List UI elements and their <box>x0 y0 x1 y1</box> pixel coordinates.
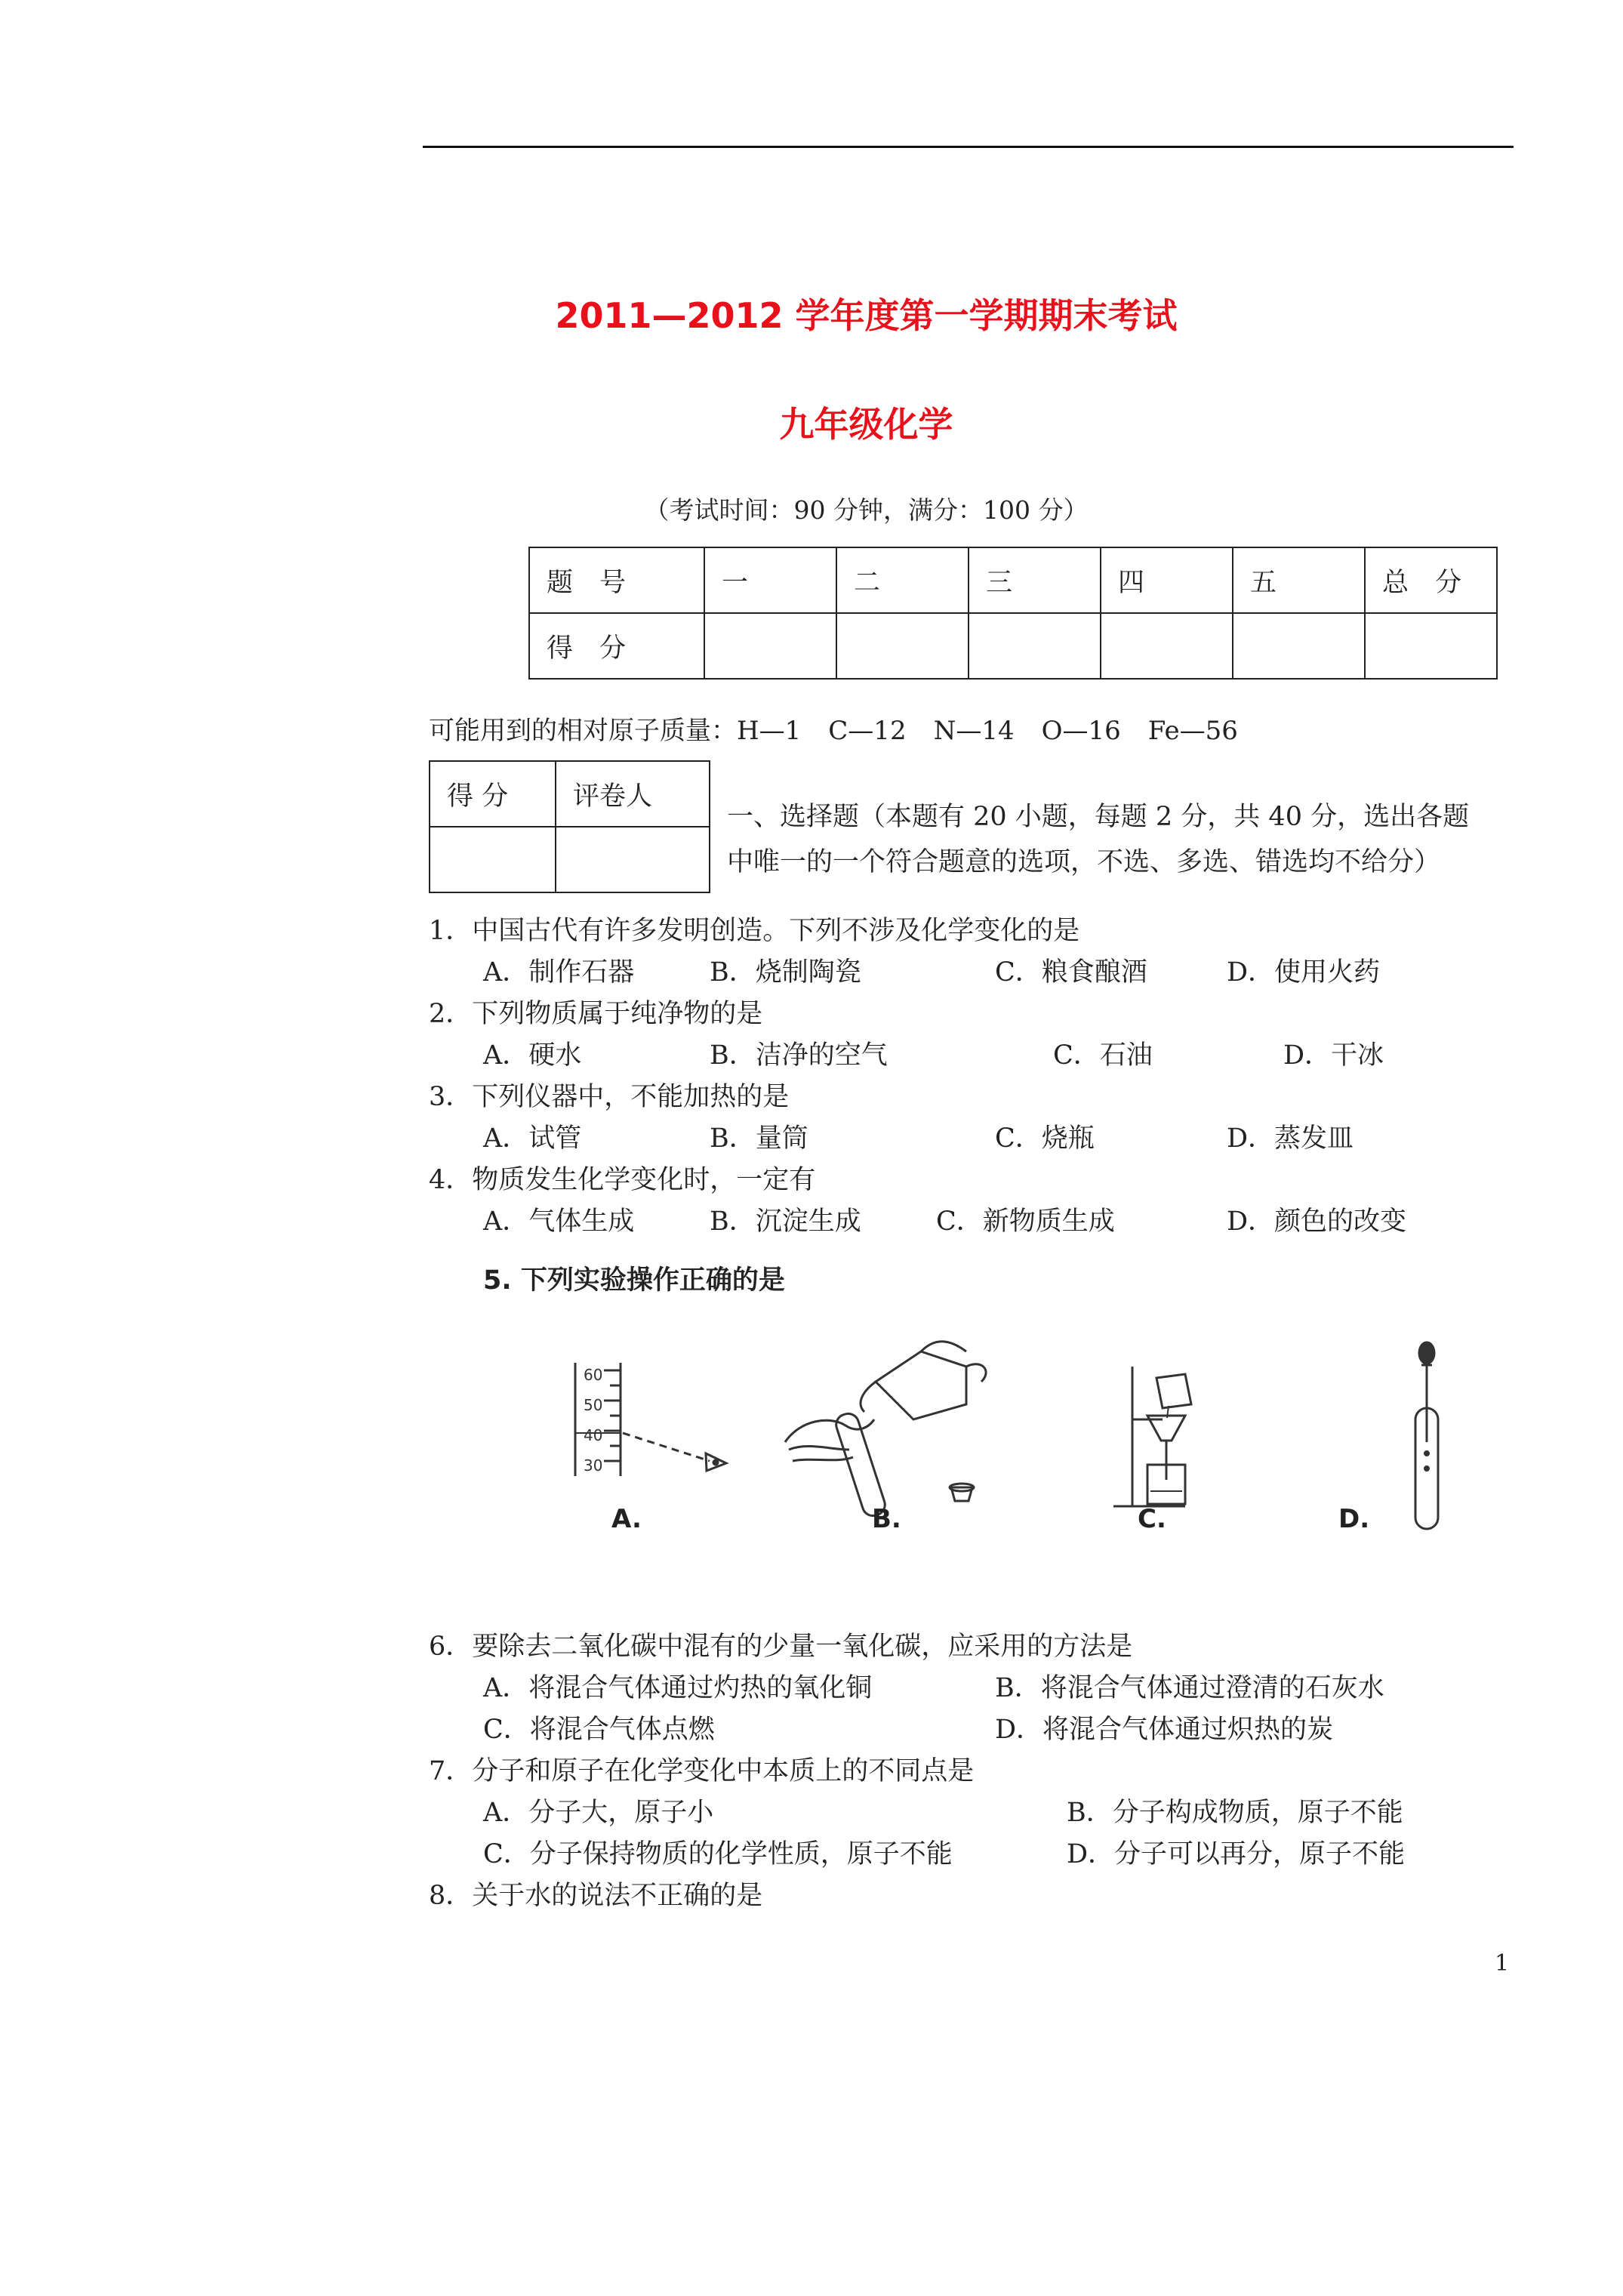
score-table <box>528 547 1498 680</box>
score-entry-cell[interactable] <box>1365 613 1497 679</box>
cylinder-tick-30: 30 <box>584 1456 603 1475</box>
score-table-header-row <box>529 547 1497 613</box>
grader-score-label: 得 分 <box>430 761 556 827</box>
atomic-mass-item: H—1 <box>737 716 802 746</box>
q1-option-a: A．制作石器 <box>483 957 635 988</box>
figure-label-b: B. <box>872 1504 901 1534</box>
exam-info: （考试时间：90 分钟，满分：100 分） <box>644 495 1089 525</box>
q3-option-d: D．蒸发皿 <box>1227 1123 1354 1154</box>
exam-title: 2011—2012 学年度第一学期期末考试 <box>555 295 1178 336</box>
question-2: 2．下列物质属于纯净物的是 <box>429 999 763 1029</box>
score-table-cell: 总 分 <box>1365 547 1497 613</box>
score-table-cell: 四 <box>1101 547 1233 613</box>
q1-option-c: C．粮食酿酒 <box>995 957 1147 988</box>
question-1: 1．中国古代有许多发明创造。下列不涉及化学变化的是 <box>429 916 1080 946</box>
question-5-title: 5. 下列实验操作正确的是 <box>483 1265 785 1296</box>
q3-option-b: B．量筒 <box>710 1123 808 1154</box>
header-rule <box>423 146 1514 148</box>
score-entry-cell[interactable] <box>1233 613 1365 679</box>
score-table-cell: 五 <box>1233 547 1365 613</box>
score-entry-cell[interactable] <box>1101 613 1233 679</box>
figure-label-d: D. <box>1338 1504 1370 1534</box>
grader-score-cell[interactable] <box>430 827 556 892</box>
question-8: 8．关于水的说法不正确的是 <box>429 1881 763 1911</box>
atomic-mass-item: N—14 <box>933 716 1015 746</box>
score-table-score-row <box>529 613 1497 679</box>
q4-option-c: C．新物质生成 <box>936 1207 1115 1237</box>
question-3: 3．下列仪器中，不能加热的是 <box>429 1082 790 1112</box>
q6-option-b: B．将混合气体通过澄清的石灰水 <box>995 1673 1384 1703</box>
score-table-cell: 一 <box>704 547 836 613</box>
score-table-cell: 题 号 <box>529 547 704 613</box>
q6-option-a: A．将混合气体通过灼热的氧化铜 <box>483 1673 873 1703</box>
lab-operations-figure <box>559 1336 1457 1548</box>
atomic-mass-item: O—16 <box>1041 716 1121 746</box>
section1-instructions <box>727 794 1520 885</box>
question-7: 7．分子和原子在化学变化中本质上的不同点是 <box>429 1756 975 1786</box>
q2-option-a: A．硬水 <box>483 1040 582 1071</box>
page-number: 1 <box>1495 1950 1510 1977</box>
score-row-label: 得 分 <box>529 613 704 679</box>
q4-option-a: A．气体生成 <box>483 1207 635 1237</box>
figure-label-a: A. <box>611 1504 642 1534</box>
q2-option-c: C．石油 <box>1053 1040 1153 1071</box>
score-entry-cell[interactable] <box>704 613 836 679</box>
figure-b-pouring-liquid <box>785 1342 986 1518</box>
score-table-cell: 二 <box>836 547 969 613</box>
q2-option-b: B．洁净的空气 <box>710 1040 888 1071</box>
section1-line2: 中唯一的一个符合题意的选项，不选、多选、错选均不给分） <box>727 847 1441 877</box>
q6-option-c: C．将混合气体点燃 <box>483 1715 715 1745</box>
score-entry-cell[interactable] <box>836 613 969 679</box>
cylinder-tick-60: 60 <box>584 1366 603 1384</box>
q3-option-a: A．试管 <box>483 1123 582 1154</box>
section1-line1: 一、选择题（本题有 20 小题，每题 2 分，共 40 分，选出各题 <box>727 802 1470 832</box>
q7-option-a: A．分子大，原子小 <box>483 1798 714 1828</box>
q7-option-b: B．分子构成物质，原子不能 <box>1067 1798 1403 1828</box>
atomic-masses-label: 可能用到的相对原子质量： <box>429 716 737 746</box>
atomic-mass-item: C—12 <box>828 716 907 746</box>
q3-option-c: C．烧瓶 <box>995 1123 1095 1154</box>
figure-d-dropper <box>1415 1342 1438 1529</box>
atomic-mass-item: Fe—56 <box>1147 716 1238 746</box>
q2-option-d: D．干冰 <box>1283 1040 1384 1071</box>
score-table-cell: 三 <box>969 547 1101 613</box>
q7-option-c: C．分子保持物质的化学性质，原子不能 <box>483 1839 953 1869</box>
q1-option-b: B．烧制陶瓷 <box>710 957 861 988</box>
score-entry-cell[interactable] <box>969 613 1101 679</box>
figure-label-c: C. <box>1138 1504 1166 1534</box>
q4-option-d: D．颜色的改变 <box>1227 1207 1407 1237</box>
atomic-masses <box>429 710 1265 747</box>
grader-name-cell[interactable] <box>556 827 710 892</box>
q7-option-d: D．分子可以再分，原子不能 <box>1067 1839 1406 1869</box>
figure-c-filtration <box>1113 1367 1191 1506</box>
question-6: 6．要除去二氧化碳中混有的少量一氧化碳，应采用的方法是 <box>429 1632 1133 1662</box>
grader-name-label: 评卷人 <box>556 761 710 827</box>
q1-option-d: D．使用火药 <box>1227 957 1381 988</box>
q4-option-b: B．沉淀生成 <box>710 1207 861 1237</box>
q6-option-d: D．将混合气体通过炽热的炭 <box>995 1715 1334 1745</box>
cylinder-tick-40: 40 <box>584 1426 603 1444</box>
exam-subtitle: 九年级化学 <box>779 404 953 445</box>
question-4: 4．物质发生化学变化时，一定有 <box>429 1165 816 1195</box>
cylinder-tick-50: 50 <box>584 1396 603 1414</box>
grader-table <box>429 760 710 893</box>
